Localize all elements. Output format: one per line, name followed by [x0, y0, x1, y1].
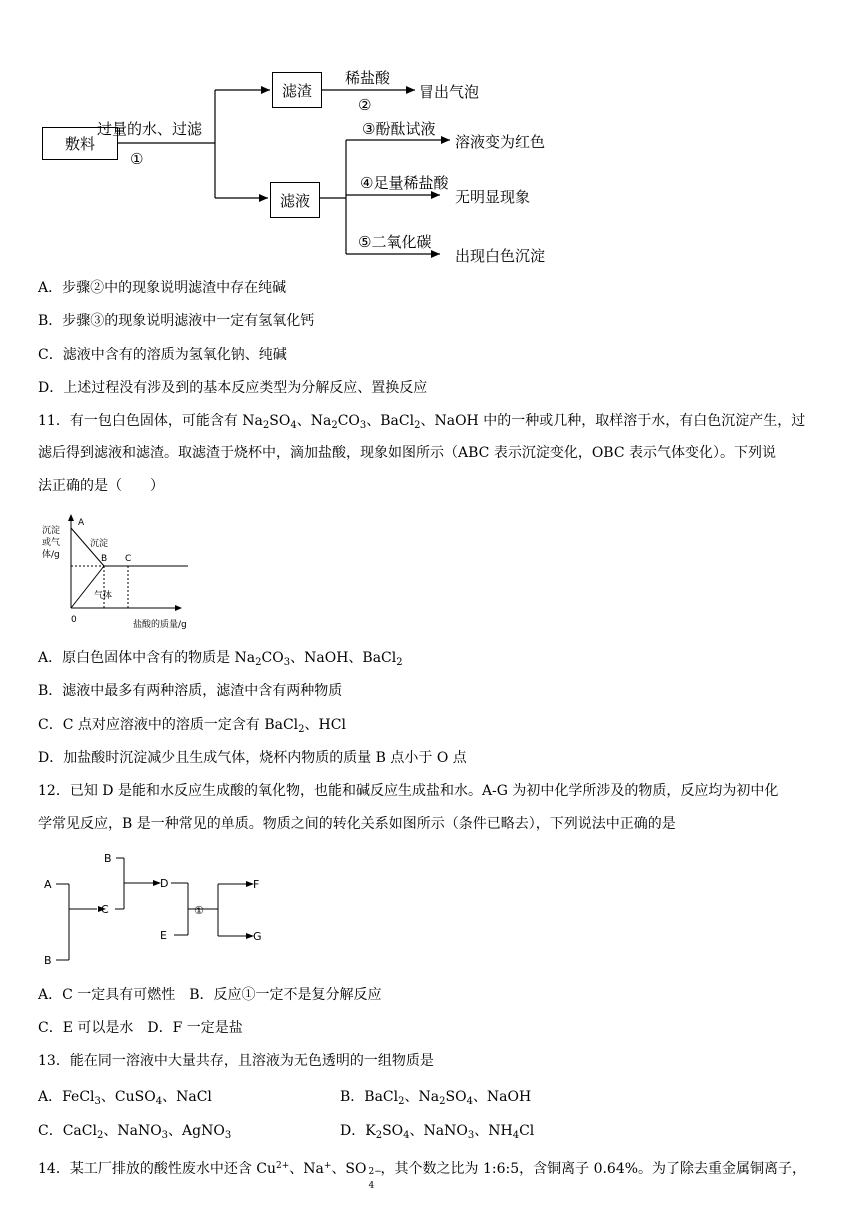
diagram-reaction-1: ①	[194, 904, 204, 917]
q11-stem-line2: 滤后得到滤液和滤渣。取滤渣于烧杯中，滴加盐酸，现象如图所示（ABC 表示沉淀变化，OBC 表示气体变化）。下列说	[38, 445, 777, 461]
diagram-node-e: E	[160, 929, 167, 942]
diagram-node-b-bottom: B	[44, 954, 52, 967]
q10-option-a: A．步骤②中的现象说明滤渣中存在纯碱	[38, 280, 287, 296]
q13-option-a: A．FeCl$_3$、CuSO$_4$、NaCl	[38, 1089, 212, 1107]
diagram-node-a: A	[44, 878, 52, 891]
step4-label: ④足量稀盐酸	[360, 174, 449, 192]
q12-stem-line2: 学常见反应，B 是一种常见的单质。物质之间的转化关系如图所示（条件已略去），下列说法中正确的是	[38, 816, 676, 832]
step4-result: 无明显现象	[455, 188, 531, 206]
graph-point-b: B	[101, 554, 108, 564]
step1-label: 过量的水、过滤	[97, 120, 203, 138]
graph-ylabel-3: 体/g	[42, 550, 60, 560]
q11-option-d: D．加盐酸时沉淀减少且生成气体，烧杯内物质的质量 B 点小于 O 点	[38, 750, 467, 766]
q11-stem-line3: 法正确的是（ ）	[38, 478, 164, 494]
q12-options-line1: A．C 一定具有可燃性 B．反应①一定不是复分解反应	[38, 987, 382, 1003]
step3-result: 溶液变为红色	[455, 133, 546, 151]
step2-label: 稀盐酸	[345, 69, 391, 87]
q11-option-b: B．滤液中最多有两种溶质，滤渣中含有两种物质	[38, 683, 343, 699]
q10-option-d: D．上述过程没有涉及到的基本反应类型为分解反应、置换反应	[38, 380, 428, 396]
graph-xlabel: 盐酸的质量/g	[133, 620, 187, 630]
q13-option-d: D．$K_2SO_4$、NaNO$_3$、$NH_4Cl$	[340, 1123, 535, 1141]
q11-option-c: C．C 点对应溶液中的溶质一定含有 BaCl$_2$、HCl	[38, 717, 346, 735]
step3-label: ③酚酞试液	[362, 120, 436, 138]
diagram-node-b-top: B	[104, 852, 112, 865]
step5-label: ⑤二氧化碳	[358, 233, 432, 251]
start-box-label: 敷料	[64, 135, 95, 153]
diagram-node-c: C	[101, 903, 109, 916]
diagram-node-g: G	[253, 930, 262, 943]
graph-curve-gas: 气体	[94, 591, 113, 601]
residue-box	[272, 72, 322, 108]
q13-option-c: C．CaCl$_2$、NaNO$_3$、AgNO$_3$	[38, 1123, 232, 1141]
q12-diagram	[40, 848, 280, 973]
q10-option-b: B．步骤③的现象说明滤液中一定有氢氧化钙	[38, 313, 315, 329]
q12-options-line2: C．E 可以是水 D．F 一定是盐	[38, 1020, 243, 1036]
graph-point-c: C	[125, 554, 132, 564]
residue-box-label: 滤渣	[281, 81, 312, 100]
q11-option-a: A．原白色固体中含有的物质是 $Na_2CO_3$、NaOH、BaCl$_2$	[38, 650, 403, 668]
graph-point-a: A	[78, 518, 85, 528]
q12-stem-line1: 12．已知 D 是能和水反应生成酸的氧化物，也能和碱反应生成盐和水。A-G 为初中化学所涉及的物质，反应均为初中化	[38, 783, 779, 799]
step2-result: 冒出气泡	[419, 83, 480, 101]
q11-stem-line1: 11．有一包白色固体，可能含有 $Na_2SO_4$、$Na_2CO_3$、BaCl$_2$、NaOH 中的一种或几种，取样溶于水，有白色沉淀产生，过	[38, 413, 806, 431]
q10-option-c: C．滤液中含有的溶质为氢氧化钠、纯碱	[38, 347, 287, 363]
diagram-node-f: F	[253, 878, 260, 891]
step2-number: ②	[358, 96, 372, 114]
step1-number: ①	[130, 150, 144, 168]
q14-stem: 14．某工厂排放的酸性废水中还含 $Cu^{2+}$、Na+、SO 2− 4 ，其个数之比为 1:6:5，含铜离子 0.64%。为了除去重金属铜离子，	[38, 1161, 807, 1191]
filtrate-box-label: 滤液	[279, 191, 310, 210]
filtrate-box	[270, 182, 320, 218]
graph-ylabel-1: 沉淀	[42, 526, 61, 536]
q11-graph	[38, 510, 198, 635]
q13-stem: 13．能在同一溶液中大量共存，且溶液为无色透明的一组物质是	[38, 1053, 434, 1069]
graph-curve-precipitate: 沉淀	[90, 539, 109, 549]
graph-ylabel-2: 或气	[42, 538, 61, 548]
step5-result: 出现白色沉淀	[455, 247, 546, 265]
diagram-node-d: D	[160, 877, 169, 890]
q13-option-b: B．BaCl$_2$、$Na_2SO_4$、NaOH	[340, 1089, 532, 1107]
graph-origin: 0	[71, 615, 77, 625]
